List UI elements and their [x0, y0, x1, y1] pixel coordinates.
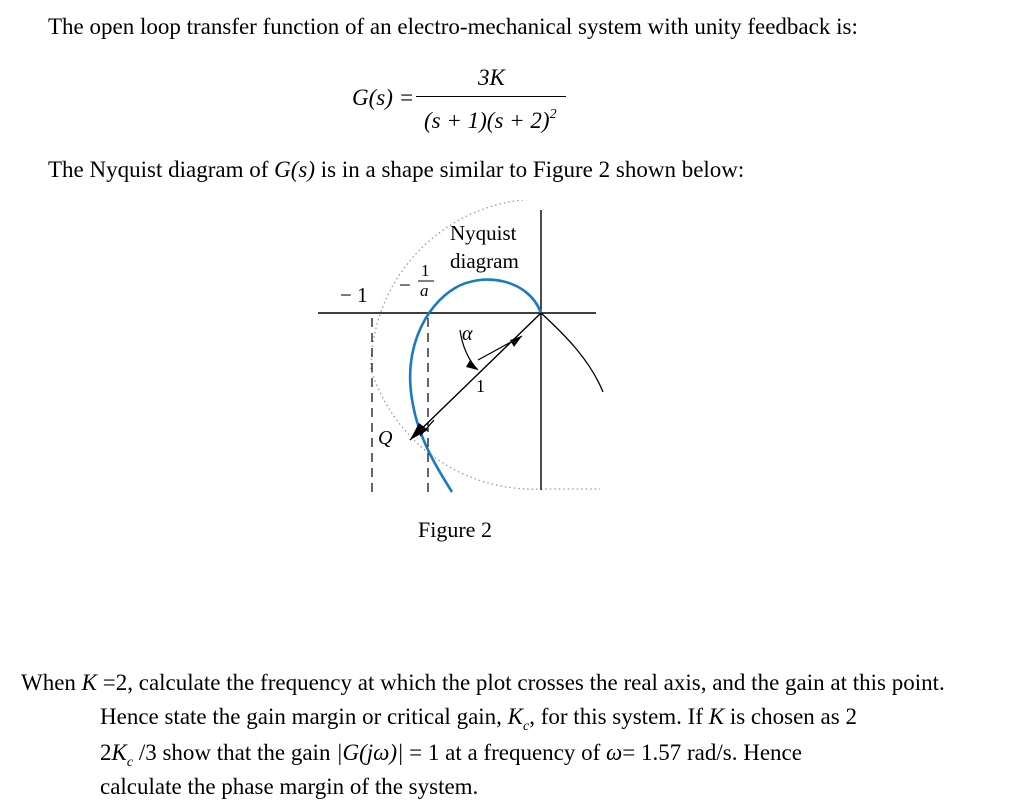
question-line-2: Hence state the gain margin or critical gain, $K_c$, for this system. If K is chosen as 2: [100, 704, 857, 734]
figure-title-line2: diagram: [450, 249, 519, 273]
label-frac-num: 1: [421, 261, 430, 280]
alpha-arrowhead: [466, 360, 478, 370]
intro-text: The open loop transfer function of an electro-mechanical system with unity feedback is:: [48, 14, 858, 39]
nyquist-sentence: The Nyquist diagram of G(s) is in a shape similar to Figure 2 shown below:: [48, 157, 745, 182]
label-minus-one: − 1: [340, 283, 368, 307]
equation-numerator: 3K: [478, 65, 505, 90]
label-radius-one: 1: [476, 376, 485, 396]
question-line-3: $2K_c$ /3 show that the gain |G(jω)| = 1 at a frequency of ω= 1.57 rad/s. Hence: [100, 740, 802, 770]
figure-caption: Figure 2: [418, 517, 492, 542]
question-line-4: calculate the phase margin of the system.: [100, 774, 479, 799]
figure-title-line1: Nyquist: [450, 221, 517, 245]
equation-lhs: G(s) =: [352, 85, 415, 110]
label-frac-den: a: [420, 281, 429, 300]
equation-denominator: $(s + 1)(s + 2)^2$: [424, 107, 557, 133]
label-alpha: α: [462, 323, 473, 345]
label-point-q: Q: [378, 427, 393, 449]
label-minus-sign: −: [399, 273, 411, 297]
nyquist-figure: [300, 200, 620, 510]
fraction-bar: [416, 96, 566, 97]
question-line-1: When K =2, calculate the frequency at which the plot crosses the real axis, and the gain at this point.: [21, 670, 945, 695]
phase-arc: [541, 313, 603, 392]
